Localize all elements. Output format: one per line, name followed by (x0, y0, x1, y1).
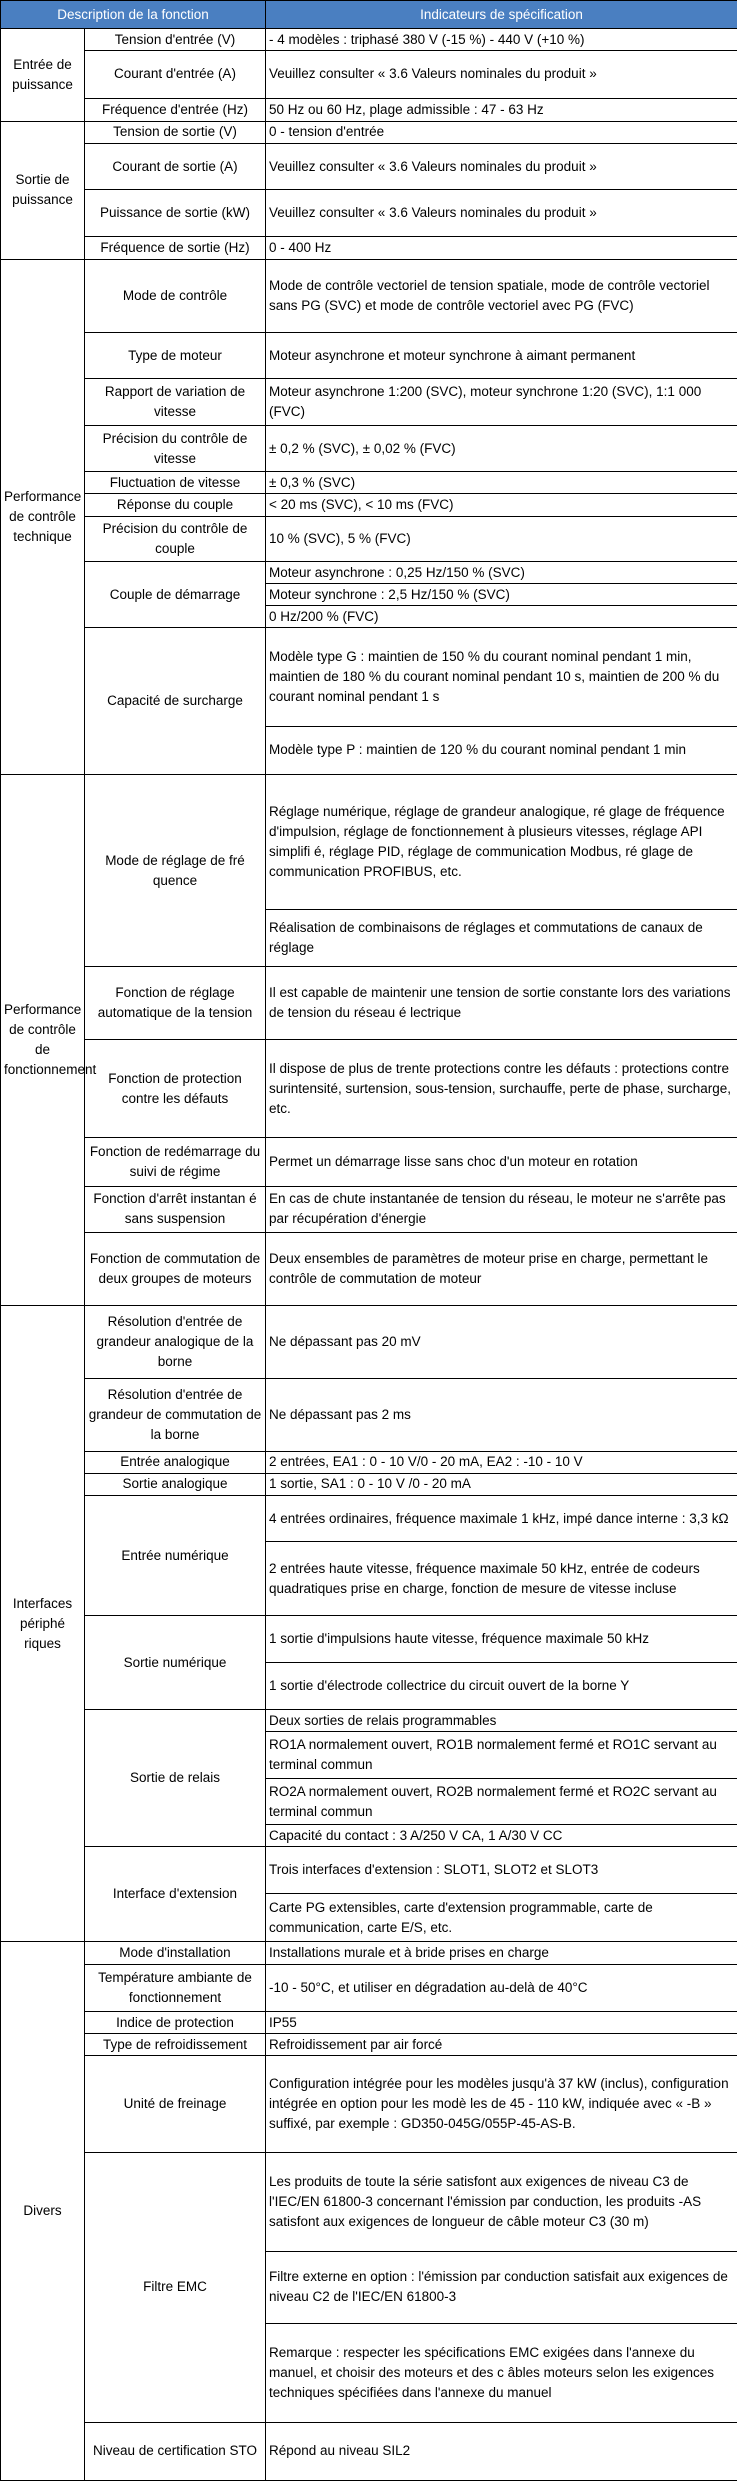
spec-value-cell: 4 entrées ordinaires, fréquence maximale 1 kHz, impé dance interne : 3,3 kΩ (266, 1495, 737, 1541)
spec-value-cell: Refroidissement par air forcé (266, 2034, 737, 2056)
function-cell: Entrée numérique (85, 1495, 266, 1615)
spec-value-cell: - 4 modèles : triphasé 380 V (-15 %) - 440 V (+10 %) (266, 29, 737, 51)
function-cell: Fluctuation de vitesse (85, 472, 266, 494)
spec-value-cell: 0 - tension d'entrée (266, 121, 737, 143)
table-row (1, 144, 737, 190)
spec-value-cell: Filtre externe en option : l'émission par conduction satisfait aux exigences de niveau C2 de l'IEC/EN 61800-3 (266, 2251, 737, 2324)
function-cell: Type de refroidissement (85, 2034, 266, 2056)
spec-value-cell: Moteur synchrone : 2,5 Hz/150 % (SVC) (266, 584, 737, 606)
function-cell: Fonction de protection contre les défauts (85, 1040, 266, 1138)
category-cell: Performance de contrôle de fonctionnement (1, 775, 85, 1306)
function-cell: Tension de sortie (V) (85, 121, 266, 143)
function-cell: Précision du contrôle de couple (85, 516, 266, 561)
function-cell: Température ambiante de fonctionnement (85, 1964, 266, 2011)
header-description: Description de la fonction (1, 1, 266, 29)
table-row (1, 260, 737, 333)
spec-value-cell: 1 sortie d'impulsions haute vitesse, fréquence maximale 50 kHz (266, 1616, 737, 1662)
spec-value-cell: 1 sortie, SA1 : 0 - 10 V /0 - 20 mA (266, 1473, 737, 1495)
table-body (1, 29, 737, 2481)
table-row (1, 2153, 737, 2251)
category-cell: Interfaces périphé riques (1, 1305, 85, 1941)
spec-value-cell: 1 sortie d'électrode collectrice du circuit ouvert de la borne Y (266, 1662, 737, 1709)
table-header-row (1, 1, 737, 29)
table-row (1, 1847, 737, 1893)
spec-value-cell: Modèle type P : maintien de 120 % du courant nominal pendant 1 min (266, 726, 737, 775)
category-cell: Divers (1, 1942, 85, 2481)
function-cell: Capacité de surcharge (85, 628, 266, 775)
spec-value-cell: ± 0,3 % (SVC) (266, 472, 737, 494)
table-row (1, 516, 737, 561)
category-cell: Performance de contrôle technique (1, 260, 85, 775)
category-cell: Sortie de puissance (1, 121, 85, 259)
function-cell: Couple de démarrage (85, 561, 266, 627)
spec-value-cell: Deux sorties de relais programmables (266, 1710, 737, 1732)
spec-value-cell: Il dispose de plus de trente protections contre les défauts : protections contre surintensité, surtension, sous-tension, surchauffe, perte de phase, surcharge, etc. (266, 1040, 737, 1138)
table-row (1, 379, 737, 425)
spec-value-cell: Réalisation de combinaisons de réglages et commutations de canaux de réglage (266, 910, 737, 967)
table-row (1, 1942, 737, 1964)
spec-value-cell: Les produits de toute la série satisfont aux exigences de niveau C3 de l'IEC/EN 61800-3 concernant l'émission par conduction, les produits -AS satisfont aux exigences de longueur de câble moteur C3 (30 m) (266, 2153, 737, 2251)
table-row (1, 1186, 737, 1232)
function-cell: Réponse du couple (85, 494, 266, 516)
spec-value-cell: Veuillez consulter « 3.6 Valeurs nominales du produit » (266, 51, 737, 98)
spec-value-cell: 0 Hz/200 % (FVC) (266, 606, 737, 628)
table-row (1, 1964, 737, 2011)
table-row (1, 2012, 737, 2034)
spec-value-cell: 2 entrées, EA1 : 0 - 10 V/0 - 20 mA, EA2 : -10 - 10 V (266, 1451, 737, 1473)
spec-value-cell: Mode de contrôle vectoriel de tension spatiale, mode de contrôle vectoriel sans PG (SVC) et mode de contrôle vectoriel avec PG (FVC) (266, 260, 737, 333)
function-cell: Mode de contrôle (85, 260, 266, 333)
spec-value-cell: Réglage numérique, réglage de grandeur analogique, ré glage de fréquence d'impulsion, réglage de fonctionnement à plusieurs vitesses, réglage API simplifi é, réglage PID, réglage de communication Modbus, ré glage de communication PROFIBUS, etc. (266, 775, 737, 910)
spec-value-cell: Il est capable de maintenir une tension de sortie constante lors des variations de tension du réseau é lectrique (266, 967, 737, 1040)
function-cell: Fonction d'arrêt instantan é sans suspension (85, 1186, 266, 1232)
table-row (1, 494, 737, 516)
function-cell: Unité de freinage (85, 2056, 266, 2153)
header-indicators: Indicateurs de spécification (266, 1, 737, 29)
table-row (1, 1616, 737, 1662)
spec-value-cell: Veuillez consulter « 3.6 Valeurs nominales du produit » (266, 144, 737, 190)
spec-value-cell: Modèle type G : maintien de 150 % du courant nominal pendant 1 min, maintien de 180 % du courant nominal pendant 10 s, maintien de 200 % du courant nominal pendant 1 s (266, 628, 737, 726)
table-row (1, 561, 737, 583)
function-cell: Entrée analogique (85, 1451, 266, 1473)
function-cell: Résolution d'entrée de grandeur de commutation de la borne (85, 1378, 266, 1451)
table-row (1, 2056, 737, 2153)
function-cell: Tension d'entrée (V) (85, 29, 266, 51)
function-cell: Fréquence d'entrée (Hz) (85, 98, 266, 121)
function-cell: Fréquence de sortie (Hz) (85, 236, 266, 259)
spec-value-cell: Moteur asynchrone : 0,25 Hz/150 % (SVC) (266, 561, 737, 583)
spec-value-cell: 10 % (SVC), 5 % (FVC) (266, 516, 737, 561)
table-row (1, 967, 737, 1040)
table-row (1, 29, 737, 51)
spec-value-cell: 0 - 400 Hz (266, 236, 737, 259)
spec-value-cell: Remarque : respecter les spécifications EMC exigées dans l'annexe du manuel, et choisir des moteurs et des c âbles moteurs selon les exigences techniques spécifiées dans l'annexe du manuel (266, 2324, 737, 2422)
table-row (1, 1233, 737, 1306)
function-cell: Fonction de réglage automatique de la tension (85, 967, 266, 1040)
function-cell: Sortie de relais (85, 1710, 266, 1847)
table-row (1, 472, 737, 494)
spec-value-cell: 50 Hz ou 60 Hz, plage admissible : 47 - 63 Hz (266, 98, 737, 121)
table-row (1, 98, 737, 121)
spec-value-cell: RO1A normalement ouvert, RO1B normalement fermé et RO1C servant au terminal commun (266, 1732, 737, 1778)
table-row (1, 236, 737, 259)
function-cell: Courant de sortie (A) (85, 144, 266, 190)
spec-value-cell: Installations murale et à bride prises en charge (266, 1942, 737, 1964)
spec-value-cell: Carte PG extensibles, carte d'extension programmable, carte de communication, carte E/S, etc. (266, 1893, 737, 1942)
function-cell: Résolution d'entrée de grandeur analogique de la borne (85, 1305, 266, 1378)
spec-value-cell: RO2A normalement ouvert, RO2B normalement fermé et RO2C servant au terminal commun (266, 1778, 737, 1824)
function-cell: Indice de protection (85, 2012, 266, 2034)
table-row (1, 332, 737, 378)
spec-value-cell: Moteur asynchrone 1:200 (SVC), moteur synchrone 1:20 (SVC), 1:1 000 (FVC) (266, 379, 737, 425)
spec-value-cell: Permet un démarrage lisse sans choc d'un moteur en rotation (266, 1138, 737, 1187)
function-cell: Mode de réglage de fré quence (85, 775, 266, 967)
table-row (1, 1495, 737, 1541)
function-cell: Sortie analogique (85, 1473, 266, 1495)
table-row (1, 1040, 737, 1138)
function-cell: Fonction de redémarrage du suivi de régime (85, 1138, 266, 1187)
function-cell: Fonction de commutation de deux groupes de moteurs (85, 1233, 266, 1306)
table-row (1, 1710, 737, 1732)
function-cell: Mode d'installation (85, 1942, 266, 1964)
function-cell: Puissance de sortie (kW) (85, 190, 266, 236)
function-cell: Interface d'extension (85, 1847, 266, 1942)
table-row (1, 1305, 737, 1378)
function-cell: Filtre EMC (85, 2153, 266, 2422)
table-row (1, 190, 737, 236)
table-row (1, 1138, 737, 1187)
function-cell: Sortie numérique (85, 1616, 266, 1710)
table-row (1, 1473, 737, 1495)
function-cell: Précision du contrôle de vitesse (85, 425, 266, 471)
spec-value-cell: IP55 (266, 2012, 737, 2034)
spec-value-cell: ± 0,2 % (SVC), ± 0,02 % (FVC) (266, 425, 737, 471)
spec-value-cell: Trois interfaces d'extension : SLOT1, SLOT2 et SLOT3 (266, 1847, 737, 1893)
spec-value-cell: Moteur asynchrone et moteur synchrone à aimant permanent (266, 332, 737, 378)
table-row (1, 2034, 737, 2056)
spec-value-cell: -10 - 50°C, et utiliser en dégradation au-delà de 40°C (266, 1964, 737, 2011)
table-row (1, 51, 737, 98)
spec-value-cell: Capacité du contact : 3 A/250 V CA, 1 A/30 V CC (266, 1825, 737, 1847)
spec-value-cell: < 20 ms (SVC), < 10 ms (FVC) (266, 494, 737, 516)
spec-value-cell: Configuration intégrée pour les modèles jusqu'à 37 kW (inclus), configuration intégrée en option pour les modè les de 45 - 110 kW, indiquée avec « -B » suffixé, par exemple : GD350-045G/055P-45-AS-B. (266, 2056, 737, 2153)
table-row (1, 121, 737, 143)
table-row (1, 1451, 737, 1473)
function-cell: Niveau de certification STO (85, 2422, 266, 2480)
spec-value-cell: Ne dépassant pas 2 ms (266, 1378, 737, 1451)
spec-value-cell: Répond au niveau SIL2 (266, 2422, 737, 2480)
spec-value-cell: Deux ensembles de paramètres de moteur prise en charge, permettant le contrôle de commutation de moteur (266, 1233, 737, 1306)
table-row (1, 2422, 737, 2480)
spec-value-cell: Veuillez consulter « 3.6 Valeurs nominales du produit » (266, 190, 737, 236)
function-cell: Type de moteur (85, 332, 266, 378)
spec-value-cell: En cas de chute instantanée de tension du réseau, le moteur ne s'arrête pas par récupération d'énergie (266, 1186, 737, 1232)
table-row (1, 1378, 737, 1451)
function-cell: Courant d'entrée (A) (85, 51, 266, 98)
table-row (1, 775, 737, 910)
spec-value-cell: Ne dépassant pas 20 mV (266, 1305, 737, 1378)
table-row (1, 425, 737, 471)
table-row (1, 628, 737, 726)
spec-value-cell: 2 entrées haute vitesse, fréquence maximale 50 kHz, entrée de codeurs quadratiques prise en charge, fonction de mesure de vitesse incluse (266, 1542, 737, 1616)
category-cell: Entrée de puissance (1, 29, 85, 122)
function-cell: Rapport de variation de vitesse (85, 379, 266, 425)
